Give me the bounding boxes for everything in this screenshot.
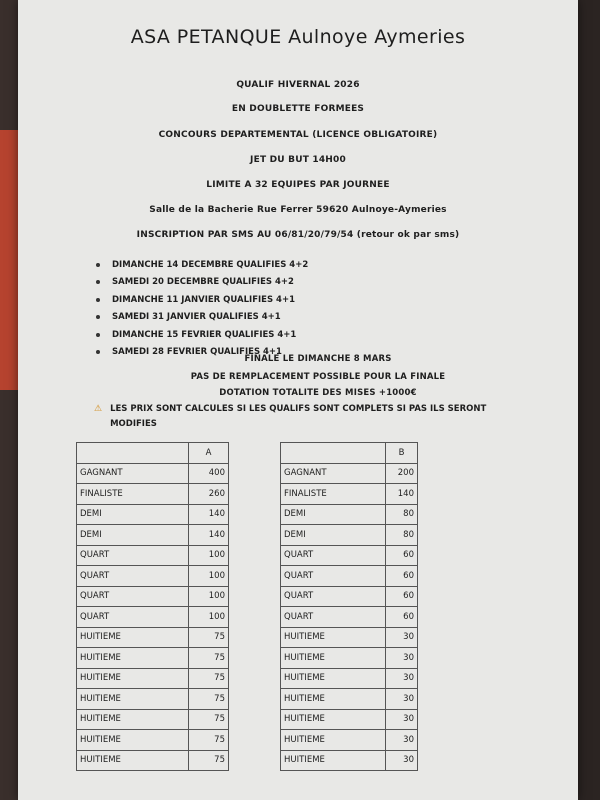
list-item: [96, 309, 308, 327]
prize-rank-cell: DEMI: [281, 525, 386, 546]
list-item: [96, 274, 308, 292]
warning-text: LES PRIX SONT CALCULES SI LES QUALIFS SONT COMPLETS SI PAS ILS SERONT MODIFIES: [110, 404, 487, 429]
prize-amount-cell: 30: [386, 750, 418, 771]
table-row: [281, 607, 418, 628]
venue-address: Salle de la Bacherie Rue Ferrer 59620 Aulnoye-Aymeries: [149, 205, 447, 215]
table-row: [77, 607, 229, 628]
bullet-icon: [96, 280, 100, 284]
table-row: [77, 586, 229, 607]
prize-amount-cell: 75: [189, 648, 229, 669]
prize-rank-cell: DEMI: [77, 504, 189, 525]
prize-amount-cell: 30: [386, 648, 418, 669]
prize-rank-cell: HUITIEME: [77, 730, 189, 751]
table-row: [77, 545, 229, 566]
table-row: [77, 750, 229, 771]
prize-rank-cell: QUART: [281, 586, 386, 607]
prize-table-a: [76, 442, 229, 771]
prize-rank-cell: HUITIEME: [281, 627, 386, 648]
table-row: [281, 504, 418, 525]
table-row: [77, 730, 229, 751]
prize-rank-cell: HUITIEME: [77, 648, 189, 669]
table-row: [77, 627, 229, 648]
prize-rank-cell: HUITIEME: [77, 750, 189, 771]
date-text: SAMEDI 28 FEVRIER QUALIFIES 4+1: [112, 347, 282, 358]
prize-amount-cell: 100: [189, 586, 229, 607]
table-row: [77, 484, 229, 505]
competition-type: CONCOURS DEPARTEMENTAL (LICENCE OBLIGATOIRE): [158, 130, 438, 140]
flyer-title: ASA PETANQUE Aulnoye Aymeries: [130, 26, 466, 48]
table-row: [281, 463, 418, 484]
prize-rank-cell: GAGNANT: [77, 463, 189, 484]
prize-table-b: [280, 442, 418, 771]
prize-amount-cell: 60: [386, 586, 418, 607]
prize-amount-cell: 400: [189, 463, 229, 484]
prize-amount-cell: 140: [189, 504, 229, 525]
date-text: SAMEDI 31 JANVIER QUALIFIES 4+1: [112, 312, 281, 323]
finale-date: FINALE LE DIMANCHE 8 MARS: [244, 354, 392, 364]
prize-rank-cell: QUART: [281, 566, 386, 587]
table-row: [281, 545, 418, 566]
prize-amount-cell: 30: [386, 668, 418, 689]
bullet-icon: [96, 298, 100, 302]
registration-info: INSCRIPTION PAR SMS AU 06/81/20/79/54 (retour ok par sms): [136, 230, 460, 240]
prize-amount-cell: 60: [386, 607, 418, 628]
table-row: [77, 668, 229, 689]
prize-rank-cell: HUITIEME: [77, 689, 189, 710]
dates-list: [96, 256, 308, 361]
warning-icon: ⚠: [94, 404, 103, 414]
prize-rank-cell: GAGNANT: [281, 463, 386, 484]
prize-rank-cell: HUITIEME: [77, 709, 189, 730]
table-row: [281, 525, 418, 546]
prize-amount-cell: 100: [189, 545, 229, 566]
prize-amount-cell: 75: [189, 627, 229, 648]
prize-rank-cell: QUART: [281, 545, 386, 566]
date-text: DIMANCHE 14 DECEMBRE QUALIFIES 4+2: [112, 259, 309, 270]
prize-rank-cell: QUART: [77, 586, 189, 607]
prize-pool: DOTATION TOTALITE DES MISES +1000€: [219, 388, 417, 398]
bullet-icon: [96, 333, 100, 337]
start-time: JET DU BUT 14H00: [250, 155, 346, 165]
prize-rank-cell: DEMI: [281, 504, 386, 525]
table-row: [77, 566, 229, 587]
prize-rank-cell: HUITIEME: [281, 689, 386, 710]
prize-amount-cell: 75: [189, 750, 229, 771]
prize-amount-cell: 100: [189, 566, 229, 587]
table-row: [281, 648, 418, 669]
warning-note: [94, 402, 534, 432]
prize-amount-cell: 80: [386, 504, 418, 525]
prize-rank-cell: HUITIEME: [77, 627, 189, 648]
table-row: [77, 648, 229, 669]
prize-amount-cell: 75: [189, 730, 229, 751]
table-header: A: [189, 443, 229, 464]
prize-rank-cell: HUITIEME: [281, 709, 386, 730]
date-text: SAMEDI 20 DECEMBRE QUALIFIES 4+2: [112, 277, 294, 288]
date-text: DIMANCHE 15 FEVRIER QUALIFIES 4+1: [112, 329, 297, 340]
prize-rank-cell: FINALISTE: [281, 484, 386, 505]
team-limit: LIMITE A 32 EQUIPES PAR JOURNEE: [206, 180, 390, 190]
prize-amount-cell: 30: [386, 689, 418, 710]
table-row: [281, 709, 418, 730]
list-item: [96, 291, 308, 309]
table-row: [281, 484, 418, 505]
list-item: [96, 256, 308, 274]
prize-rank-cell: QUART: [281, 607, 386, 628]
table-row: [281, 586, 418, 607]
prize-rank-cell: DEMI: [77, 525, 189, 546]
prize-rank-cell: HUITIEME: [281, 730, 386, 751]
table-row: [281, 566, 418, 587]
prize-rank-cell: QUART: [77, 607, 189, 628]
flyer-paper: [18, 0, 578, 800]
prize-amount-cell: 80: [386, 525, 418, 546]
date-text: DIMANCHE 11 JANVIER QUALIFIES 4+1: [112, 294, 296, 305]
prize-amount-cell: 30: [386, 709, 418, 730]
table-header-empty: [77, 443, 189, 464]
table-row: [281, 689, 418, 710]
prize-rank-cell: HUITIEME: [281, 668, 386, 689]
prize-rank-cell: QUART: [77, 545, 189, 566]
table-header: B: [386, 443, 418, 464]
prize-amount-cell: 140: [189, 525, 229, 546]
bullet-icon: [96, 263, 100, 267]
event-name: QUALIF HIVERNAL 2026: [236, 80, 360, 90]
prize-rank-cell: HUITIEME: [281, 648, 386, 669]
table-row: [77, 504, 229, 525]
prize-rank-cell: QUART: [77, 566, 189, 587]
table-row: [281, 668, 418, 689]
prize-rank-cell: HUITIEME: [77, 668, 189, 689]
table-row: [281, 730, 418, 751]
prize-amount-cell: 30: [386, 730, 418, 751]
prize-rank-cell: FINALISTE: [77, 484, 189, 505]
prize-amount-cell: 260: [189, 484, 229, 505]
prize-amount-cell: 75: [189, 668, 229, 689]
table-row: [281, 627, 418, 648]
table-header-empty: [281, 443, 386, 464]
prize-amount-cell: 75: [189, 709, 229, 730]
table-row: [77, 689, 229, 710]
list-item: [96, 326, 308, 344]
prize-amount-cell: 100: [189, 607, 229, 628]
bullet-icon: [96, 315, 100, 319]
prize-amount-cell: 140: [386, 484, 418, 505]
table-row: [77, 709, 229, 730]
prize-amount-cell: 60: [386, 566, 418, 587]
prize-rank-cell: HUITIEME: [281, 750, 386, 771]
prize-amount-cell: 30: [386, 627, 418, 648]
finale-rule: PAS DE REMPLACEMENT POSSIBLE POUR LA FINALE: [190, 372, 446, 382]
prize-amount-cell: 75: [189, 689, 229, 710]
table-row: [281, 750, 418, 771]
prize-amount-cell: 60: [386, 545, 418, 566]
table-row: [77, 463, 229, 484]
prize-amount-cell: 200: [386, 463, 418, 484]
table-row: [77, 525, 229, 546]
team-format: EN DOUBLETTE FORMEES: [231, 104, 365, 114]
